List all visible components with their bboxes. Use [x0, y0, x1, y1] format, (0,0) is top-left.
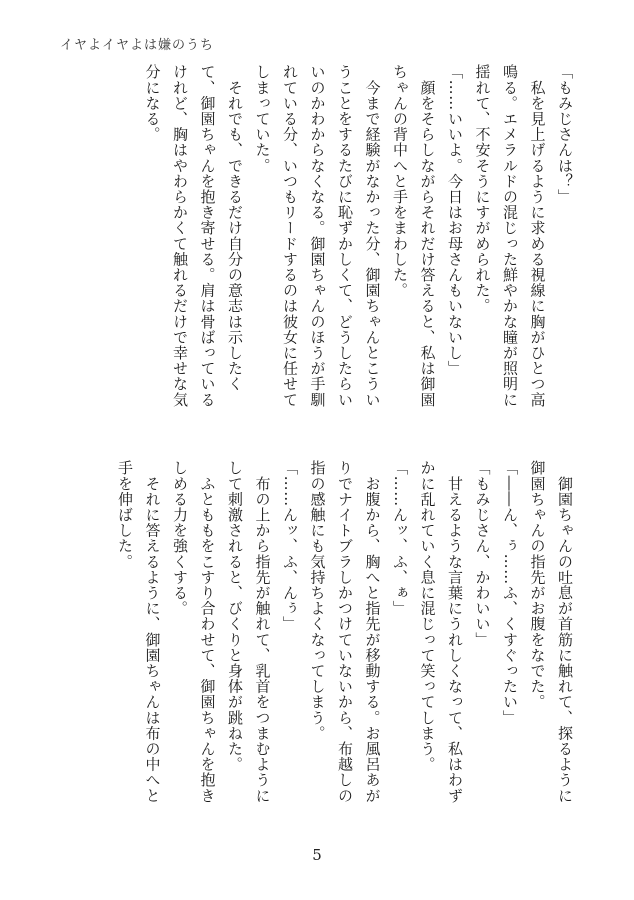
text-line: 「……んッ、ふ、んぅ」 — [281, 460, 299, 632]
text-line: かに乱れていく息に混じって笑ってしまう。 — [418, 460, 437, 772]
page-number: 5 — [312, 846, 322, 864]
lower-text-column — [88, 460, 578, 840]
text-line: 甘えるような言葉にうれしくなって、私はわず — [446, 460, 464, 804]
text-line: 今まで経験がなかった分、御園ちゃんとこうい — [363, 64, 382, 408]
text-line: 御園ちゃんの指先がお腹をなでた。 — [528, 460, 547, 710]
text-line: しめる力を強くする。 — [171, 460, 189, 616]
text-line: それでも、できるだけ自分の意志は示したく — [226, 64, 244, 392]
text-line: 分になる。 — [143, 64, 162, 142]
text-line: して刺激されると、びくりと身体が跳ねた。 — [226, 460, 244, 772]
text-line: けれど、胸はやわらかくて触れるだけで幸せな気 — [171, 64, 189, 408]
text-line: 私を見上げるように求める視線に胸がひとつ高 — [528, 64, 547, 408]
text-line: れている分、いつもリードするのは彼女に任せて — [281, 64, 299, 408]
text-line: 手を伸ばした。 — [116, 460, 134, 570]
text-line: お腹から、胸へと指先が移動する。お風呂あが — [363, 460, 382, 804]
text-line: ちゃんの背中へと手をまわした。 — [391, 64, 409, 298]
text-line: 顔をそらしながらそれだけ答えると、私は御園 — [418, 64, 437, 408]
text-line: しまっていた。 — [253, 64, 272, 174]
text-line: 鳴る。エメラルドの混じった鮮やかな瞳が照明に — [501, 64, 519, 408]
text-line: うことをするたびに恥ずかしくて、どうしたらい — [336, 64, 354, 408]
text-line: て、御園ちゃんを抱き寄せる。肩は骨ばっている — [198, 64, 217, 408]
text-line: 「――ん、ぅ……ふ、くすぐったい」 — [501, 460, 519, 726]
upper-text-column — [98, 64, 578, 464]
text-line: いのかわからなくなる。御園ちゃんのほうが手馴 — [308, 64, 327, 408]
text-line: 御園ちゃんの吐息が首筋に触れて、探るように — [556, 460, 574, 804]
text-line: 「もみじさん、かわいい」 — [473, 460, 492, 648]
text-line: 布の上から指先が触れて、乳首をつまむように — [253, 460, 272, 804]
text-line: りでナイトブラしかつけていないから、布越しの — [336, 460, 354, 804]
text-line: 「……んッ、ふ、ぁ」 — [391, 460, 409, 616]
text-line: 揺れて、不安そうにすがめられた。 — [473, 64, 492, 314]
text-line: ふとももをこすり合わせて、御園ちゃんを抱き — [198, 460, 217, 804]
text-line: 「もみじさんは？」 — [556, 64, 574, 205]
text-line: 指の感触にも気持ちよくなってしまう。 — [308, 460, 327, 741]
running-header: イヤよイヤよは嫌のうち — [60, 38, 215, 53]
text-line: 「……いいよ。今日はお母さんもいないし」 — [446, 64, 464, 376]
text-line: それに答えるように、御園ちゃんは布の中へと — [143, 460, 162, 804]
